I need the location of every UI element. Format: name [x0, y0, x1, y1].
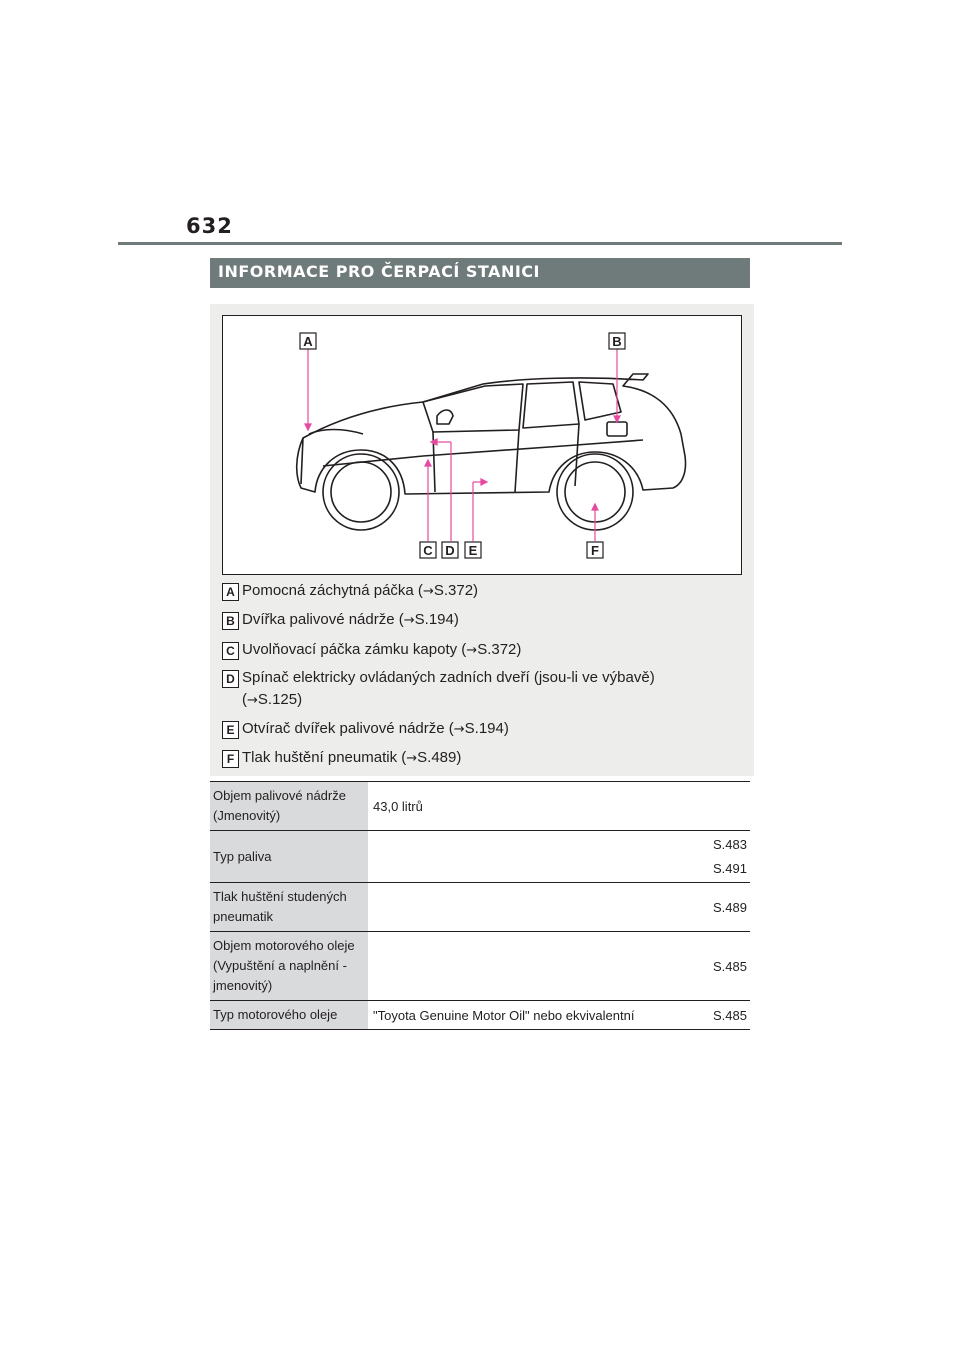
table-row	[210, 831, 750, 883]
page-ref: S.372)	[433, 582, 479, 599]
legend-text: Uvolňovací páčka zámku kapoty (	[242, 641, 467, 658]
legend-key: A	[222, 583, 239, 601]
page-ref: S.483	[713, 836, 747, 852]
callout-e: E	[468, 543, 478, 558]
page-ref: S.372)	[477, 641, 522, 658]
arrow-icon: →	[422, 584, 434, 599]
car-illustration	[222, 315, 742, 575]
page-number: 632	[186, 214, 233, 238]
row-refs	[667, 831, 750, 883]
arrow-icon: →	[406, 751, 418, 766]
legend-key: F	[222, 750, 239, 768]
table-row	[210, 1001, 750, 1030]
legend-text: Pomocná záchytná páčka (	[242, 582, 423, 599]
legend-text: Dvířka palivové nádrže (	[242, 611, 404, 628]
spec-table	[210, 781, 750, 1030]
table-row	[210, 932, 750, 1001]
page-ref: S.125)	[257, 691, 303, 708]
arrow-icon: →	[466, 643, 478, 658]
row-value	[368, 883, 667, 932]
table-row	[210, 782, 750, 831]
legend-text: Otvírač dvířek palivové nádrže (	[242, 720, 454, 737]
legend-text: Tlak huštění pneumatik (	[242, 749, 407, 766]
legend-text: (	[242, 691, 247, 708]
row-value: 43,0 litrů	[373, 798, 423, 814]
page-ref: S.489)	[417, 749, 462, 766]
arrow-icon: →	[403, 613, 415, 628]
legend-key: D	[222, 670, 239, 688]
page-ref: S.491	[713, 860, 747, 876]
page-ref: S.485	[713, 958, 747, 974]
row-label: Typ paliva	[210, 831, 368, 883]
row-label: Objem motorového oleje (Vypuštění a naplnění - jmenovitý)	[210, 932, 368, 1001]
top-rule	[118, 242, 842, 245]
section-title: INFORMACE PRO ČERPACÍ STANICI	[210, 258, 750, 288]
legend-key: E	[222, 721, 239, 739]
callout-d: D	[445, 543, 455, 558]
arrow-icon: →	[247, 693, 258, 708]
page-ref: S.194)	[464, 720, 509, 737]
callout-f: F	[591, 543, 599, 558]
arrow-icon: →	[453, 722, 465, 737]
page-ref: S.489	[713, 899, 747, 915]
row-label: Objem palivové nádrže (Jmenovitý)	[210, 782, 368, 831]
row-label: Typ motorového oleje	[210, 1001, 368, 1030]
row-value: "Toyota Genuine Motor Oil" nebo ekvivalentní	[373, 1007, 635, 1023]
row-value	[368, 932, 667, 1001]
callout-c: C	[423, 543, 433, 558]
callout-a: A	[303, 334, 313, 349]
legend-text: Spínač elektricky ovládaných zadních dveří (jsou-li ve výbavě)	[242, 669, 655, 686]
table-row	[210, 883, 750, 932]
callout-b: B	[612, 334, 622, 349]
legend-key: C	[222, 642, 239, 660]
legend-key: B	[222, 612, 239, 630]
car-side-view	[223, 316, 743, 576]
row-value	[368, 831, 667, 883]
row-label: Tlak huštění studených pneumatik	[210, 883, 368, 932]
page-ref: S.194)	[414, 611, 459, 628]
page-ref: S.485	[713, 1007, 747, 1023]
